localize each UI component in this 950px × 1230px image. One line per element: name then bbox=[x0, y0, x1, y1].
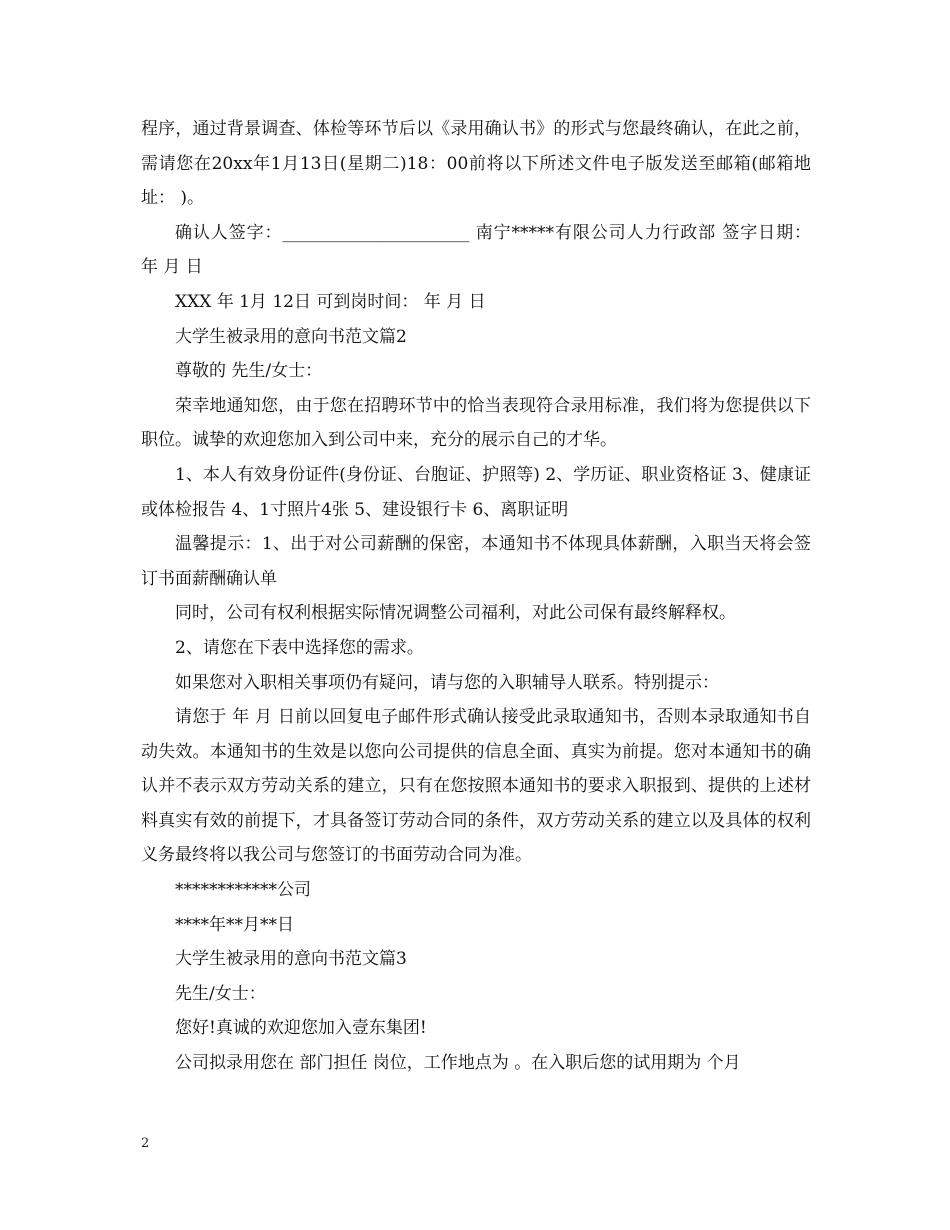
signature-date: ****年**月**日 bbox=[175, 914, 294, 935]
salutation: 尊敬的 先生/女士： bbox=[175, 361, 323, 382]
paragraph: 温馨提示：1、出于对公司薪酬的保密，本通知书不体现具体薪酬，入职当天将会签订书面薪酬确认单 bbox=[141, 534, 811, 589]
paragraph: 2、请您在下表中选择您的需求。 bbox=[175, 637, 424, 658]
paragraph: 您好!真诚的欢迎您加入壹东集团! bbox=[175, 1018, 427, 1039]
salutation: 先生/女士： bbox=[175, 983, 266, 1004]
section-heading: 大学生被录用的意向书范文篇3 bbox=[175, 949, 407, 970]
paragraph: 1、本人有效身份证件(身份证、台胞证、护照等) 2、学历证、职业资格证 3、健康证或体检报告 4、1寸照片4张 5、建设银行卡 6、离职证明 bbox=[141, 464, 811, 520]
paragraph: 公司拟录用您在 部门担任 岗位，工作地点为 。在入职后您的试用期为 个月 bbox=[175, 1053, 741, 1074]
paragraph: 请您于 年 月 日前以回复电子邮件形式确认接受此录取通知书，否则本录取通知书自动失效。本通知书的生效是以您向公司提供的信息全面、真实为前提。您对本通知书的确认并不表示双方劳动关系的建立，只有在您按照本通知书的要求入职报到、提供的上述材料真实有效的前提下，才具备签订劳动合同的条件，双方劳动关系的建立以及具体的权利义务最终将以我公司与您签订的书面劳动合同为准。 bbox=[141, 707, 811, 866]
page-number: 2 bbox=[141, 1136, 150, 1151]
paragraph: 如果您对入职相关事项仍有疑问，请与您的入职辅导人联系。特别提示： bbox=[175, 672, 719, 693]
paragraph: XXX 年 1月 12日 可到岗时间： 年 月 日 bbox=[175, 291, 486, 312]
paragraph: 同时，公司有权利根据实际情况调整公司福利，对此公司保有最终解释权。 bbox=[175, 603, 736, 624]
document-body bbox=[141, 112, 811, 1081]
paragraph: 程序，通过背景调查、体检等环节后以《录用确认书》的形式与您最终确认，在此之前，需请您在20xx年1月13日(星期二)18：00前将以下所述文件电子版发送至邮箱(邮箱地址： )。 bbox=[141, 119, 811, 209]
section-heading: 大学生被录用的意向书范文篇2 bbox=[175, 326, 407, 347]
paragraph: 荣幸地通知您，由于您在招聘环节中的恰当表现符合录用标准，我们将为您提供以下职位。诚挚的欢迎您加入到公司中来，充分的展示自己的才华。 bbox=[141, 395, 811, 451]
company-signature: ************公司 bbox=[175, 880, 311, 901]
paragraph: 确认人签字：______________________ 南宁*****有限公司人力行政部 签字日期： 年 月 日 bbox=[141, 222, 811, 278]
